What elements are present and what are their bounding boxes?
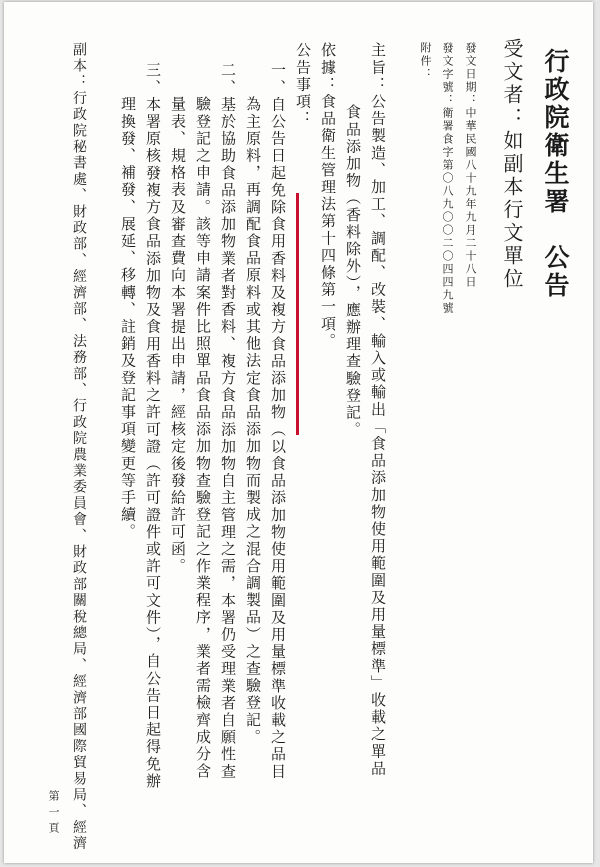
recipient-line: 受文者：如副本行文單位 <box>500 38 524 291</box>
item-2-line-1: 二、基於協助食品添加物業者對香料、複方食品添加物自主管理之需，本署仍受理業者自願性查 <box>219 62 237 781</box>
item-1-line-2: 為主原料，再調配食品原料或其他法定食品添加物而製成之混合調製品）之查驗登記。 <box>244 96 262 746</box>
subject-line-2: 食品添加物（香料除外），應辦理查驗登記。 <box>344 104 362 439</box>
document-title: 行政院衛生署 公告 <box>541 48 570 300</box>
item-2-line-3: 量表、規格表及審查費向本署提出申請，經核定後發給許可函。 <box>169 96 187 575</box>
issue-date: 發文日期：中華民國八十九年九月二十八日 <box>464 42 477 289</box>
issue-number: 發文字號：衛署食字第〇八九〇〇二〇四四九號 <box>441 42 454 315</box>
subject-line-1: 主旨：公告製造、加工、調配、改裝、輸入或輸出「食品添加物使用範圍及用量標準」收載之單品 <box>369 42 387 778</box>
highlight-mark <box>296 193 299 435</box>
cc-line: 副本：行政院秘書處、財政部、經濟部、法務部、行政院農業委員會、財政部關稅總局、經濟部國際貿易局、經濟 <box>71 42 87 852</box>
item-3-line-2: 理換發、補發、展延、移轉、註銷及登記事項變更等手續。 <box>119 96 137 541</box>
item-2-line-2: 驗登記之申請。該等申請案件比照單品食品添加物查驗登記之作業程序，業者需檢齊成分含 <box>194 96 212 780</box>
item-1-line-1: 一、自公告日起免除食用香料及複方食品添加物（以食品添加物使用範圍及用量標準收載之品目 <box>269 62 287 781</box>
item-3-line-1: 三、本署原核發複方食品添加物及食用香料之許可證（許可證件或許可文件），自公告日起得免辦 <box>144 62 162 790</box>
notice-heading: 公告事項： <box>294 42 312 128</box>
page-number: 第一頁 <box>47 790 60 838</box>
basis-line: 依據：食品衛生管理法第十四條第一項。 <box>319 42 337 350</box>
attachment-label: 附件： <box>419 42 432 81</box>
